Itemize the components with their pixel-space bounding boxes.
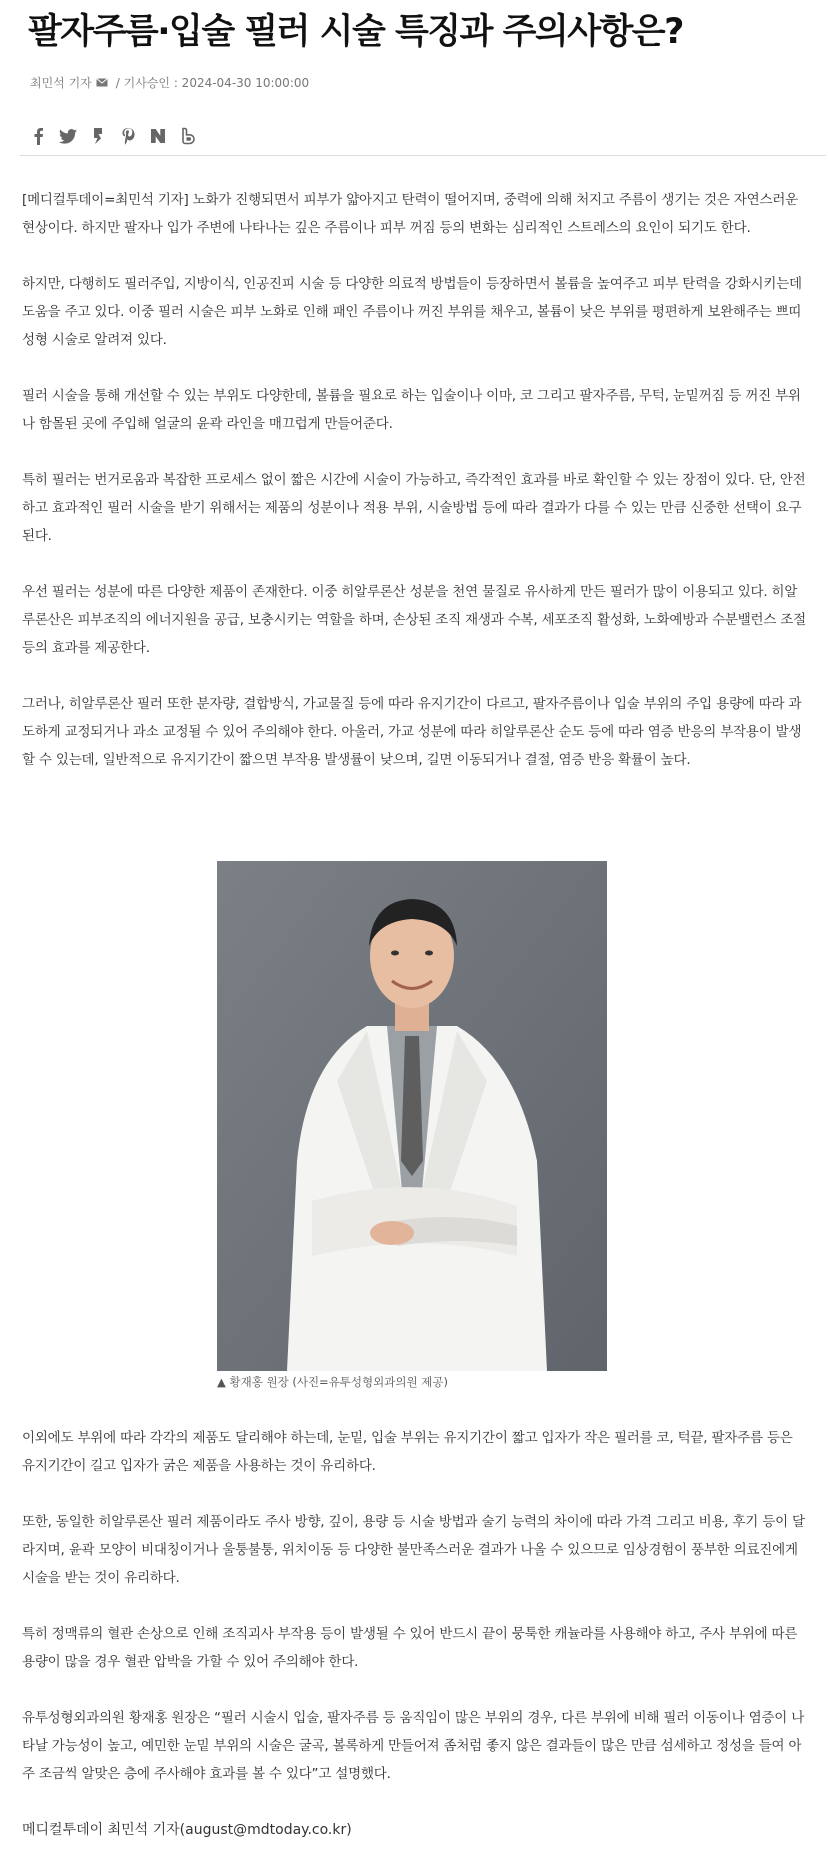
paragraph: 이외에도 부위에 따라 각각의 제품도 달리해야 하는데, 눈밑, 입술 부위는 유지기간이 짧고 입자가 작은 필러를 코, 턱끝, 팔자주름 등은 유지기간이 길고 입자가 굵은 제품을 사용하는 것이 유리하다. bbox=[22, 1430, 793, 1474]
article-photo bbox=[217, 861, 607, 1371]
photo-caption: ▲ 황재홍 원장 (사진=유투성형외과의원 제공) bbox=[217, 1375, 448, 1389]
article-body-bottom bbox=[22, 1424, 808, 1844]
paragraph: 유투성형외과의원 황재홍 원장은 “필러 시술시 입술, 팔자주름 등 움직임이 많은 부위의 경우, 다른 부위에 비해 필러 이동이나 염증이 나타날 가능성이 높고, 예민한 눈밑 부위의 시술은 굴곡, 볼록하게 만들어져 좀처럼 좋지 않은 결과들이 많은 만큼 섬세하고 정성을 들여 아주 조금씩 알맞은 층에 주사해야 효과를 볼 수 있다”고 설명했다. bbox=[22, 1710, 805, 1782]
naver-icon[interactable] bbox=[148, 126, 168, 146]
article-body-top bbox=[22, 186, 808, 774]
paragraph: 우선 필러는 성분에 따른 다양한 제품이 존재한다. 이중 히알루론산 성분을 천연 물질로 유사하게 만든 필러가 많이 이용되고 있다. 히알루론산은 피부조직의 에너지원을 공급, 보충시키는 역할을 하며, 손상된 조직 재생과 수복, 세포조직 활성화, 노화예방과 수분밸런스 조절 등의 효과를 제공한다. bbox=[22, 584, 806, 656]
paragraph: 필러 시술을 통해 개선할 수 있는 부위도 다양한데, 볼륨을 필요로 하는 입술이나 이마, 코 그리고 팔자주름, 무턱, 눈밑꺼짐 등 꺼진 부위나 함몰된 곳에 주입해 얼굴의 윤곽 라인을 매끄럽게 만들어준다. bbox=[22, 388, 801, 432]
divider bbox=[20, 155, 826, 156]
kakaostory-icon[interactable] bbox=[88, 126, 108, 146]
reporter-signature: 메디컬투데이 최민석 기자(august@mdtoday.co.kr) bbox=[22, 1822, 352, 1838]
paragraph: [메디컬투데이=최민석 기자] 노화가 진행되면서 피부가 얇아지고 탄력이 떨어지며, 중력에 의해 처지고 주름이 생기는 것은 자연스러운 현상이다. 하지만 팔자나 입가 주변에 나타나는 깊은 주름이나 피부 꺼짐 등의 변화는 심리적인 스트레스의 요인이 되기도 한다. bbox=[22, 192, 799, 236]
paragraph: 또한, 동일한 히알루론산 필러 제품이라도 주사 방향, 깊이, 용량 등 시술 방법과 술기 능력의 차이에 따라 가격 그리고 비용, 후기 등이 달라지며, 윤곽 모양이 비대칭이거나 울퉁불퉁, 위치이동 등 다양한 불만족스러운 결과가 나올 수 있으므로 임상경험이 풍부한 의료진에게 시술을 받는 것이 유리하다. bbox=[22, 1514, 805, 1586]
band-icon[interactable] bbox=[178, 126, 198, 146]
share-bar bbox=[28, 126, 198, 146]
paragraph: 하지만, 다행히도 필러주입, 지방이식, 인공진피 시술 등 다양한 의료적 방법들이 등장하면서 볼륨을 높여주고 피부 탄력을 강화시키는데 도움을 주고 있다. 이중 필러 시술은 피부 노화로 인해 패인 주름이나 꺼진 부위를 채우고, 볼륨이 낮은 부위를 평편하게 보완해주는 쁘띠성형 시술로 알려져 있다. bbox=[22, 276, 802, 348]
article-title: 팔자주름·입술 필러 시술 특징과 주의사항은? bbox=[28, 12, 683, 52]
paragraph: 특히 정맥류의 혈관 손상으로 인해 조직괴사 부작용 등이 발생될 수 있어 반드시 끝이 뭉툭한 캐뉼라를 사용해야 하고, 주사 부위에 따른 용량이 많을 경우 혈관 압박을 가할 수 있어 주의해야 한다. bbox=[22, 1626, 798, 1670]
pinterest-icon[interactable] bbox=[118, 126, 138, 146]
twitter-icon[interactable] bbox=[58, 126, 78, 146]
paragraph: 특히 필러는 번거로움과 복잡한 프로세스 없이 짧은 시간에 시술이 가능하고, 즉각적인 효과를 바로 확인할 수 있는 장점이 있다. 단, 안전하고 효과적인 필러 시술을 받기 위해서는 제품의 성분이나 적용 부위, 시술방법 등에 따라 결과가 다를 수 있는 만큼 신중한 선택이 요구된다. bbox=[22, 472, 806, 544]
mail-icon[interactable] bbox=[96, 76, 108, 90]
author-name[interactable]: 최민석 기자 bbox=[30, 76, 92, 90]
doctor-portrait-image bbox=[217, 861, 607, 1371]
article-meta bbox=[30, 74, 309, 91]
approved-date: / 기사승인 : 2024-04-30 10:00:00 bbox=[115, 76, 310, 90]
facebook-icon[interactable] bbox=[28, 126, 48, 146]
paragraph: 그러나, 히알루론산 필러 또한 분자량, 결합방식, 가교물질 등에 따라 유지기간이 다르고, 팔자주름이나 입술 부위의 주입 용량에 따라 과도하게 교정되거나 과소 교정될 수 있어 주의해야 한다. 아울러, 가교 성분에 따라 히알루론산 순도 등에 따라 염증 반응의 부작용이 발생할 수 있는데, 일반적으로 유지기간이 짧으면 부작용 발생률이 낮으며, 길면 이동되거나 결절, 염증 반응 확률이 높다. bbox=[22, 696, 802, 768]
